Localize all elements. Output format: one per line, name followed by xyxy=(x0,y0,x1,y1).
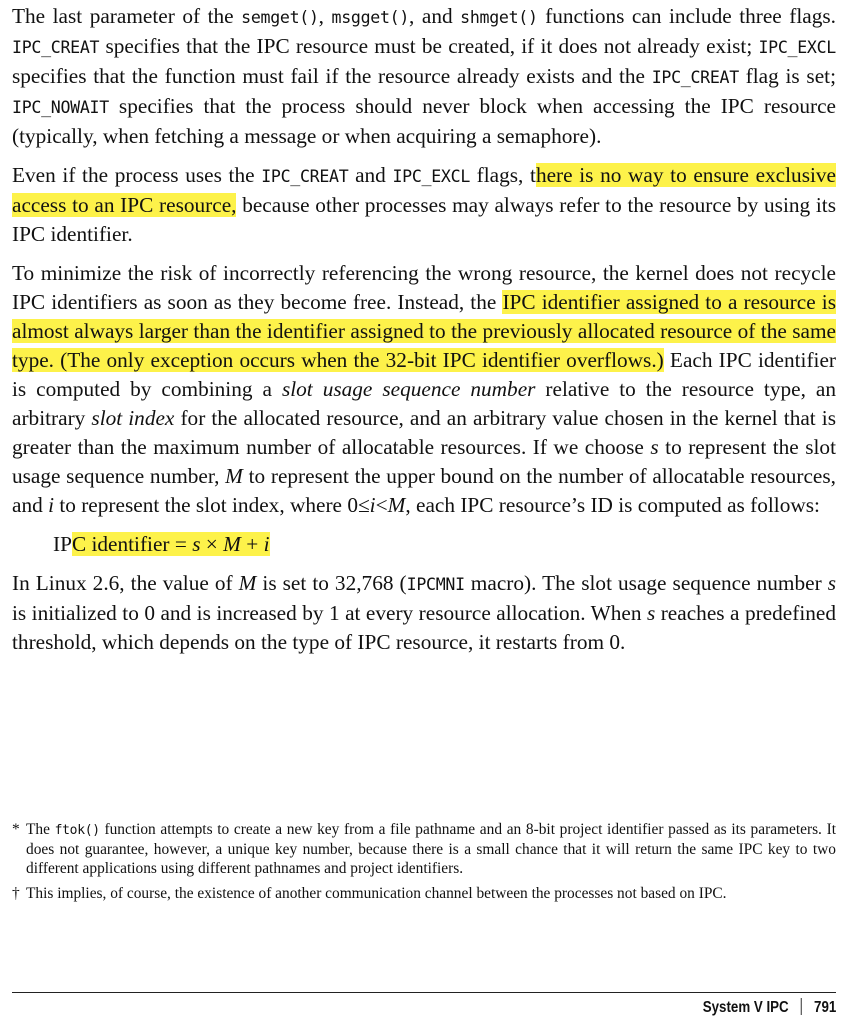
page-number: 791 xyxy=(813,999,836,1016)
text: To minimize the risk of incorrectly referencing the wrong resource, the kernel does not recycle IPC identifiers as soon as they become free. Instead, the xyxy=(12,261,836,314)
code-ipc-creat: IPC_CREAT xyxy=(261,167,349,186)
text: Each IPC identifier is computed by combining a xyxy=(12,348,837,401)
plus-operator: + xyxy=(240,532,264,556)
code-shmget: shmget() xyxy=(460,8,538,27)
text: < xyxy=(375,493,388,517)
paragraph-ipc-flags xyxy=(12,2,836,151)
text: is set to 32,768 ( xyxy=(256,571,407,595)
text: In Linux 2.6, the value of xyxy=(12,571,239,595)
text: , and xyxy=(409,4,461,28)
footnote-mark: * xyxy=(12,821,20,838)
var-m: M xyxy=(387,493,406,517)
text: The last parameter of the xyxy=(12,4,242,28)
text: Even if the process uses the xyxy=(12,163,262,187)
term-slot-usage-sequence-number: slot usage sequence number xyxy=(281,377,536,401)
var-s: s xyxy=(646,601,656,625)
footer-section-title: System V IPC xyxy=(702,999,789,1016)
text: specifies that the IPC resource must be created, if it does not already exist; xyxy=(99,34,759,58)
text: for the allocated resource, and an arbitrary value chosen in the kernel that is greater than the maximum number of allocatable resources. If we choose xyxy=(12,406,836,459)
var-i: i xyxy=(263,532,270,556)
var-m: M xyxy=(223,532,241,556)
paragraph-linux-2-6 xyxy=(12,569,836,657)
var-m: M xyxy=(225,464,243,488)
paragraph-exclusive-access xyxy=(12,161,836,249)
highlight-formula xyxy=(72,532,270,556)
code-ipc-excl: IPC_EXCL xyxy=(758,38,836,57)
var-i: i xyxy=(48,493,54,517)
code-ipc-creat: IPC_CREAT xyxy=(651,68,739,87)
footnote-text: This implies, of course, the existence of another communication channel between the processes not based on IPC. xyxy=(26,885,727,902)
text: to represent the slot usage sequence number, xyxy=(12,435,836,488)
highlight-exclusive-access: here is no way to ensure exclusive access to an IPC resource, xyxy=(12,163,837,217)
code-ipc-excl: IPC_EXCL xyxy=(392,167,471,186)
var-m: M xyxy=(238,571,257,595)
formula-text: IP xyxy=(53,532,72,556)
footnote-communication-channel xyxy=(12,884,836,903)
text: reaches a predefined threshold, which depends on the type of IPC resource, it restarts from 0. xyxy=(12,601,836,654)
text: to represent the upper bound on the number of allocatable resources, and xyxy=(12,464,836,517)
code-msgget: msgget() xyxy=(331,8,410,27)
var-s: s xyxy=(192,532,201,556)
text: and xyxy=(348,163,393,187)
footnote-ftok xyxy=(12,820,836,878)
footnote-mark: † xyxy=(12,885,20,902)
text: relative to the resource type, an arbitrary xyxy=(12,377,836,430)
text: is initialized to 0 and is increased by 1 at every resource allocation. When xyxy=(12,601,647,625)
highlight-identifier-growth: IPC identifier assigned to a resource is almost always larger than the identifier assigned to the previously allocated resource of the same type. (The only exception occurs when the 32-bit IPC identifier overflows.) xyxy=(12,290,836,372)
paragraph-identifiers xyxy=(12,259,836,520)
var-i: i xyxy=(369,493,376,517)
code-ftok: ftok() xyxy=(54,823,100,838)
text: function attempts to create a new key from a file pathname and an 8-bit project identifier passed as its parameters. It does not guarantee, however, a unique key number, because there is a small chance that it will return the same IPC key to two different applications using different pathnames and project identifiers. xyxy=(26,821,836,877)
text: to represent the slot index, where 0≤ xyxy=(54,493,370,517)
times-operator: × xyxy=(200,532,224,556)
text: The xyxy=(26,821,55,838)
body-text xyxy=(12,2,836,667)
text: specifies that the function must fail if the resource already exists and the xyxy=(12,64,652,88)
text: macro). The slot usage sequence number xyxy=(464,571,828,595)
formula-text: C identifier = xyxy=(71,532,193,556)
footnotes xyxy=(12,820,836,909)
code-semget: semget() xyxy=(241,8,319,27)
text: , each IPC resource’s ID is computed as follows: xyxy=(405,493,820,517)
code-ipc-creat: IPC_CREAT xyxy=(12,38,100,57)
running-footer xyxy=(702,996,836,1020)
footer-separator xyxy=(800,998,801,1015)
footer-rule xyxy=(12,992,836,993)
ipc-identifier-formula xyxy=(12,530,836,559)
var-s: s xyxy=(827,571,836,595)
term-slot-index: slot index xyxy=(91,406,175,430)
text: flags, t xyxy=(470,163,536,187)
text: specifies that the process should never block when accessing the IPC resource (typically, when fetching a message or when acquiring a semaphore). xyxy=(12,94,836,148)
text: because other processes may always refer to the resource by using its IPC identifier. xyxy=(12,193,836,246)
text: , xyxy=(318,4,332,28)
var-s: s xyxy=(650,435,659,459)
code-ipc-nowait: IPC_NOWAIT xyxy=(12,98,109,117)
text: functions can include three flags. xyxy=(537,4,836,28)
text: flag is set; xyxy=(738,64,836,88)
footnote-text xyxy=(26,820,836,878)
code-ipcmni: IPCMNI xyxy=(406,575,465,594)
